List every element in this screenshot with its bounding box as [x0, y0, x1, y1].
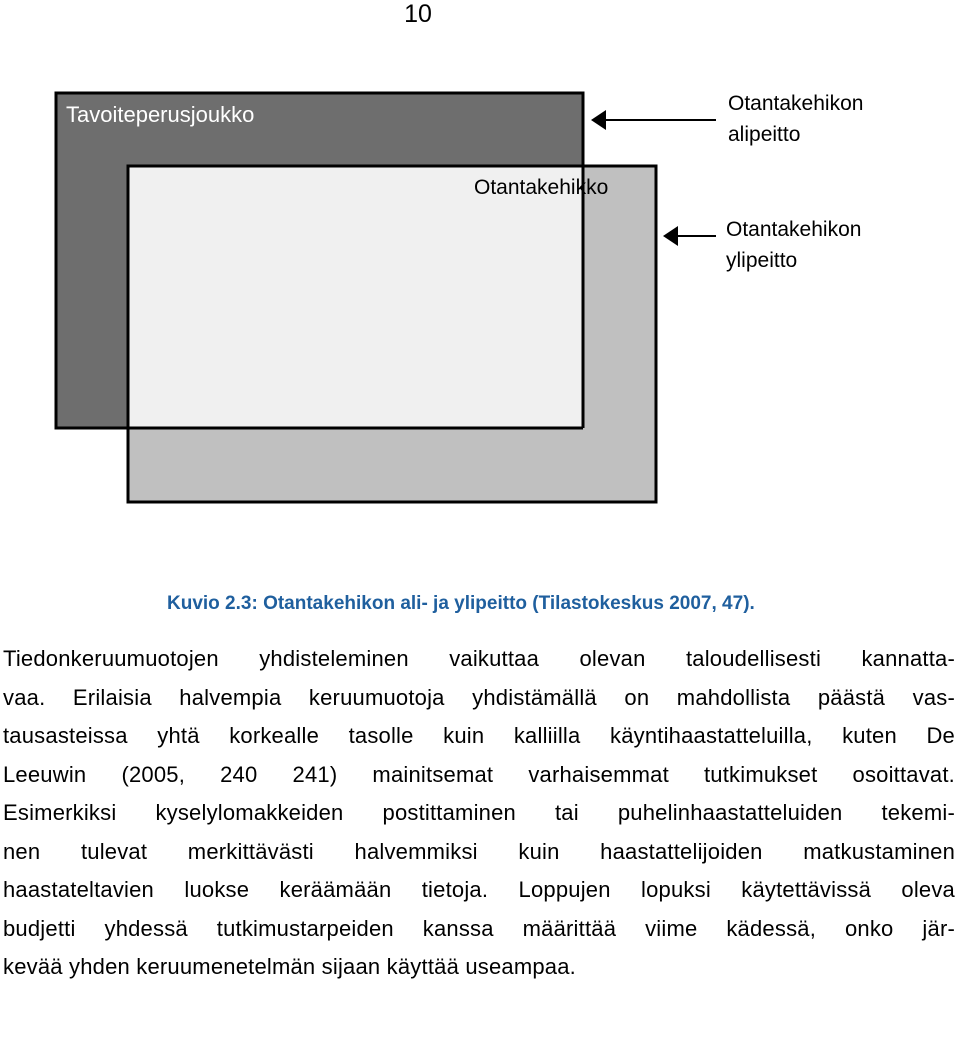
- paragraph-line: budjetti yhdessä tutkimustarpeiden kanssa määrittää viime kädessä, onko jär-: [3, 915, 955, 941]
- undercoverage-arrow-head: [591, 110, 606, 130]
- paragraph-line: vaa. Erilaisia halvempia keruumuotoja yhdistämällä on mahdollista päästä vas-: [3, 684, 955, 710]
- undercoverage-label-2: alipeitto: [728, 123, 801, 146]
- paragraph-line: haastateltavien luokse keräämään tietoja. Loppujen lopuksi käytettävissä oleva: [3, 877, 955, 902]
- paragraph-line: nen tulevat merkittävästi halvemmiksi kuin haastattelijoiden matkustaminen: [3, 838, 955, 864]
- paragraph-line: kevää yhden keruumenetelmän sijaan käyttää useampaa.: [3, 954, 576, 979]
- overcoverage-label-1: Otantakehikon: [726, 218, 862, 241]
- paragraph-line: tausasteissa yhtä korkealle tasolle kuin kalliilla käyntihaastatteluilla, kuten De: [3, 723, 955, 748]
- paragraph-line: Esimerkiksi kyselylomakkeiden postittaminen tai puhelinhaastatteluiden tekemi-: [3, 800, 955, 825]
- overcoverage-arrow-head: [663, 226, 678, 246]
- figure-caption: Kuvio 2.3: Otantakehikon ali- ja ylipeitto (Tilastokeskus 2007, 47).: [167, 593, 755, 614]
- overlap-area: [130, 168, 582, 427]
- outer-label: Tavoiteperusjoukko: [66, 102, 255, 127]
- paragraph-line: Tiedonkeruumuotojen yhdisteleminen vaikuttaa olevan taloudellisesti kannatta-: [3, 646, 955, 671]
- body-paragraph: [3, 640, 955, 987]
- overcoverage-label-2: ylipeitto: [726, 249, 798, 272]
- inner-label: Otantakehikko: [474, 176, 609, 199]
- page-number: 10: [404, 0, 432, 28]
- undercoverage-label-1: Otantakehikon: [728, 92, 864, 115]
- paragraph-line: Leeuwin (2005, 240 241) mainitsemat varhaisemmat tutkimukset osoittavat.: [3, 761, 955, 787]
